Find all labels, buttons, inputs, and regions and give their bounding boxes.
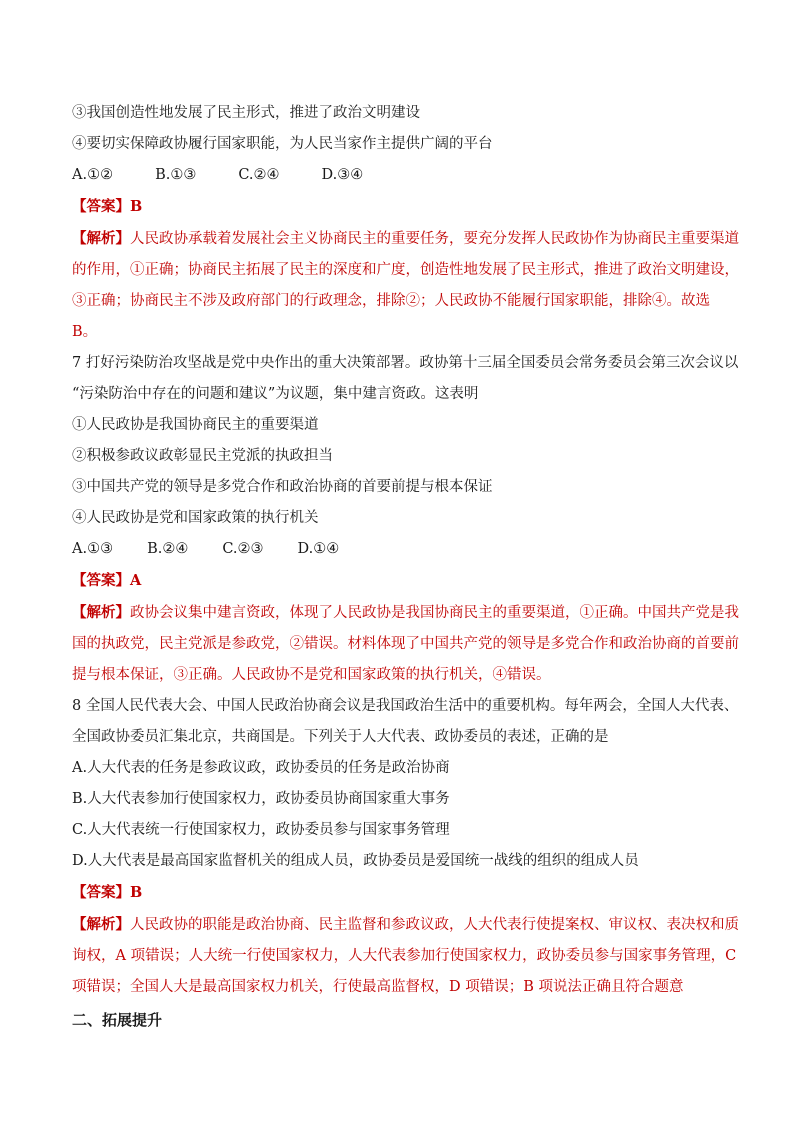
document-page xyxy=(72,98,739,1036)
q8-title-line: 8 全国人民代表大会、中国人民政治协商会议是我国政治生活中的重要机构。每年两会，全国人大代表、 xyxy=(72,698,739,714)
q8-analysis xyxy=(72,909,739,1003)
q7-choice-a[interactable]: A.①③ xyxy=(72,541,114,557)
q6-choice-b[interactable]: B.①③ xyxy=(155,167,197,183)
q7-answer xyxy=(72,565,722,597)
q8-option-d[interactable]: D.人大代表是最高国家监督机关的组成人员，政协委员是爱国统一战线的组织的组成人员 xyxy=(72,853,639,869)
answer-tag: 【答案】 xyxy=(72,884,130,901)
answer-value: A xyxy=(130,572,142,589)
q7-statement-2: ②积极参政议政彰显民主党派的执政担当 xyxy=(72,448,333,464)
answer-tag: 【答案】 xyxy=(72,572,130,589)
analysis-line: 人民政协承载着发展社会主义协商民主的重要任务，要充分发挥人民政协作为协商民主重要渠道 xyxy=(130,231,739,247)
q7-title xyxy=(72,348,739,410)
q8-title-line: 全国政协委员汇集北京，共商国是。下列关于人大代表、政协委员的表述，正确的是 xyxy=(72,729,609,745)
analysis-line: 项错误；全国人大是最高国家权力机关，行使最高监督权，D 项错误；B 项说法正确且符合题意 xyxy=(72,979,684,995)
q8-title xyxy=(72,691,739,753)
analysis-tag: 【解析】 xyxy=(72,604,130,621)
q7-statement-1: ①人民政协是我国协商民主的重要渠道 xyxy=(72,417,319,433)
analysis-line: 提与根本保证，③正确。人民政协不是党和国家政策的执行机关，④错误。 xyxy=(72,667,551,683)
q6-statement-4: ④要切实保障政协履行国家职能，为人民当家作主提供广阔的平台 xyxy=(72,136,493,152)
q6-statement-3: ③我国创造性地发展了民主形式，推进了政治文明建设 xyxy=(72,105,420,121)
analysis-line: ③正确；协商民主不涉及政府部门的行政理念，排除②；人民政协不能履行国家职能，排除④。故选 xyxy=(72,293,710,309)
answer-tag: 【答案】 xyxy=(72,198,130,215)
q6-choice-c[interactable]: C.②④ xyxy=(238,167,280,183)
q6-choices xyxy=(72,160,722,191)
answer-value: B xyxy=(130,884,143,901)
q7-statement-3: ③中国共产党的领导是多党合作和政治协商的首要前提与根本保证 xyxy=(72,479,493,495)
q8-option-b[interactable]: B.人大代表参加行使国家权力，政协委员协商国家重大事务 xyxy=(72,791,450,807)
analysis-line: 询权，A 项错误；人大统一行使国家权力，人大代表参加行使国家权力，政协委员参与国家事务管理，C xyxy=(72,948,737,964)
q8-answer xyxy=(72,877,722,909)
q7-title-line: 7 打好污染防治攻坚战是党中央作出的重大决策部署。政协第十三届全国委员会常务委员会第三次会议以 xyxy=(72,355,739,371)
analysis-line: 的作用，①正确；协商民主拓展了民主的深度和广度，创造性地发展了民主形式，推进了政治文明建设， xyxy=(72,262,739,278)
analysis-tag: 【解析】 xyxy=(72,916,130,933)
q6-analysis xyxy=(72,223,739,348)
q8-option-a[interactable]: A.人大代表的任务是参政议政，政协委员的任务是政治协商 xyxy=(72,760,450,776)
q7-choice-b[interactable]: B.②④ xyxy=(147,541,189,557)
analysis-line: 人民政协的职能是政治协商、民主监督和参政议政，人大代表行使提案权、审议权、表决权和质 xyxy=(130,917,739,933)
q6-choice-d[interactable]: D.③④ xyxy=(321,167,364,183)
analysis-line: 国的执政党，民主党派是参政党，②错误。材料体现了中国共产党的领导是多党合作和政治协商的首要前 xyxy=(72,636,739,652)
q6-choice-a[interactable]: A.①② xyxy=(72,167,114,183)
answer-value: B xyxy=(130,198,143,215)
q7-analysis xyxy=(72,597,739,691)
q7-choice-d[interactable]: D.①④ xyxy=(297,541,340,557)
q7-choices xyxy=(72,534,722,565)
q8-option-c[interactable]: C.人大代表统一行使国家权力，政协委员参与国家事务管理 xyxy=(72,822,450,838)
q7-statement-4: ④人民政协是党和国家政策的执行机关 xyxy=(72,510,319,526)
analysis-tag: 【解析】 xyxy=(72,230,130,247)
section-title: 二、拓展提升 xyxy=(72,1011,163,1029)
analysis-line: 政协会议集中建言资政，体现了人民政协是我国协商民主的重要渠道，①正确。中国共产党是我 xyxy=(130,605,739,621)
q7-choice-c[interactable]: C.②③ xyxy=(222,541,264,557)
analysis-line: B。 xyxy=(72,324,98,340)
q7-title-line: “污染防治中存在的问题和建议”为议题，集中建言资政。这表明 xyxy=(72,386,479,402)
q6-answer xyxy=(72,191,722,223)
